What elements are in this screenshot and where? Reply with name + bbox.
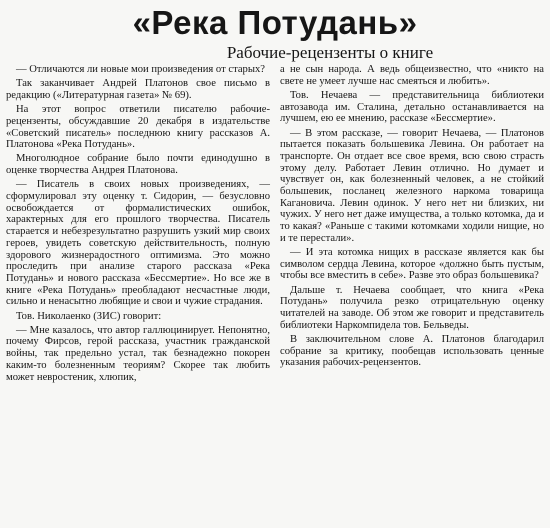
paragraph: Многолюдное собрание было почти единодушно в оценке творчества Андрея Платонова. bbox=[6, 153, 270, 177]
paragraph: — И эта котомка нищих в рассказе является как бы символом сердца Левина, которое «должно быть пустым, чтобы все вместить в себе». Разве это образ большевика? bbox=[280, 247, 544, 282]
left-column bbox=[6, 64, 270, 386]
paragraph: На этот вопрос ответили писателю рабочие-рецензенты, обсуждавшие 20 декабря в издательстве «Советский писатель» последнюю книгу рассказов А. Платонова «Река Потудань». bbox=[6, 104, 270, 151]
right-column bbox=[280, 64, 544, 386]
paragraph: Дальше т. Нечаева сообщает, что книга «Река Потудань» получила резко отрицательную оценку читателей на заводе. Об этом же говорит и представитель библиотеки Наркомпидела тов. Бельведы. bbox=[280, 284, 544, 331]
headline: «Река Потудань» bbox=[132, 4, 418, 41]
paragraph: Тов. Нечаева — представительница библиотеки автозавода им. Сталина, детально останавливается на лучшем, ею ее мнению, рассказе «Бессмертие». bbox=[280, 89, 544, 125]
paragraph: В заключительном слове А. Платонов благодарил собрание за критику, пообещав использовать ценные указания рабочих-рецензентов. bbox=[280, 333, 544, 369]
paragraph: — В этом рассказе, — говорит Нечаева, — Платонов пытается показать большевика Левина. Он работает на транспорте. Он отдает все свое время, всю свою страсть этому делу. Работает Левин отлично. Но думает и чувствует он, как болезненный человек, а не стойкий большевик, посланец железного наркома товарища Кагановича. Левин одинок. У него нет ни близких, ни чужих. У него нет даже имущества, а только котомка, да и то какая? «Раньше с такими котомками ходили нищие, но и те перестали». bbox=[280, 127, 544, 244]
paragraph: Так заканчивает Андрей Платонов свое письмо в редакцию («Литературная газета» № 69). bbox=[6, 78, 270, 101]
paragraph: — Писатель в своих новых произведениях, — сформулировал эту оценку т. Сидорин, — безусловно освобождается от формалистических ошибок, характерных для его прошлого творчества. Писатель старается и небезрезультатно разрушить узкий мир своих героев, увидеть советскую действительность, полную здорового жизнерадостного оптимизма. Это можно проследить при анализе старого рассказа «Река Потудань» и нового рассказа «Бессмертие». Но все же в книге «Река Потудань» преобладают несчастные люди, сильно и ненасытно любящие и свои и чужие страдания. bbox=[6, 179, 270, 308]
paragraph: — Отличаются ли новые мои произведения от старых? bbox=[16, 64, 265, 75]
paragraph: а не сын народа. А ведь общеизвестно, что «никто на свете не умеет лучше нас смеяться и любить». bbox=[280, 64, 544, 87]
paragraph: Тов. Николаенко (ЗИС) говорит: bbox=[16, 310, 162, 322]
subheadline: Рабочие-рецензенты о книге bbox=[226, 43, 434, 62]
article-columns bbox=[6, 64, 544, 386]
paragraph: — Мне казалось, что автор галлюцинирует. Непонятно, почему Фирсов, герой рассказа, участник гражданской войны, так предельно устал, так безнадежно покорен каким-то болезненным теориям? Скорее так любить может невростеник, хлюпик, bbox=[6, 324, 270, 383]
